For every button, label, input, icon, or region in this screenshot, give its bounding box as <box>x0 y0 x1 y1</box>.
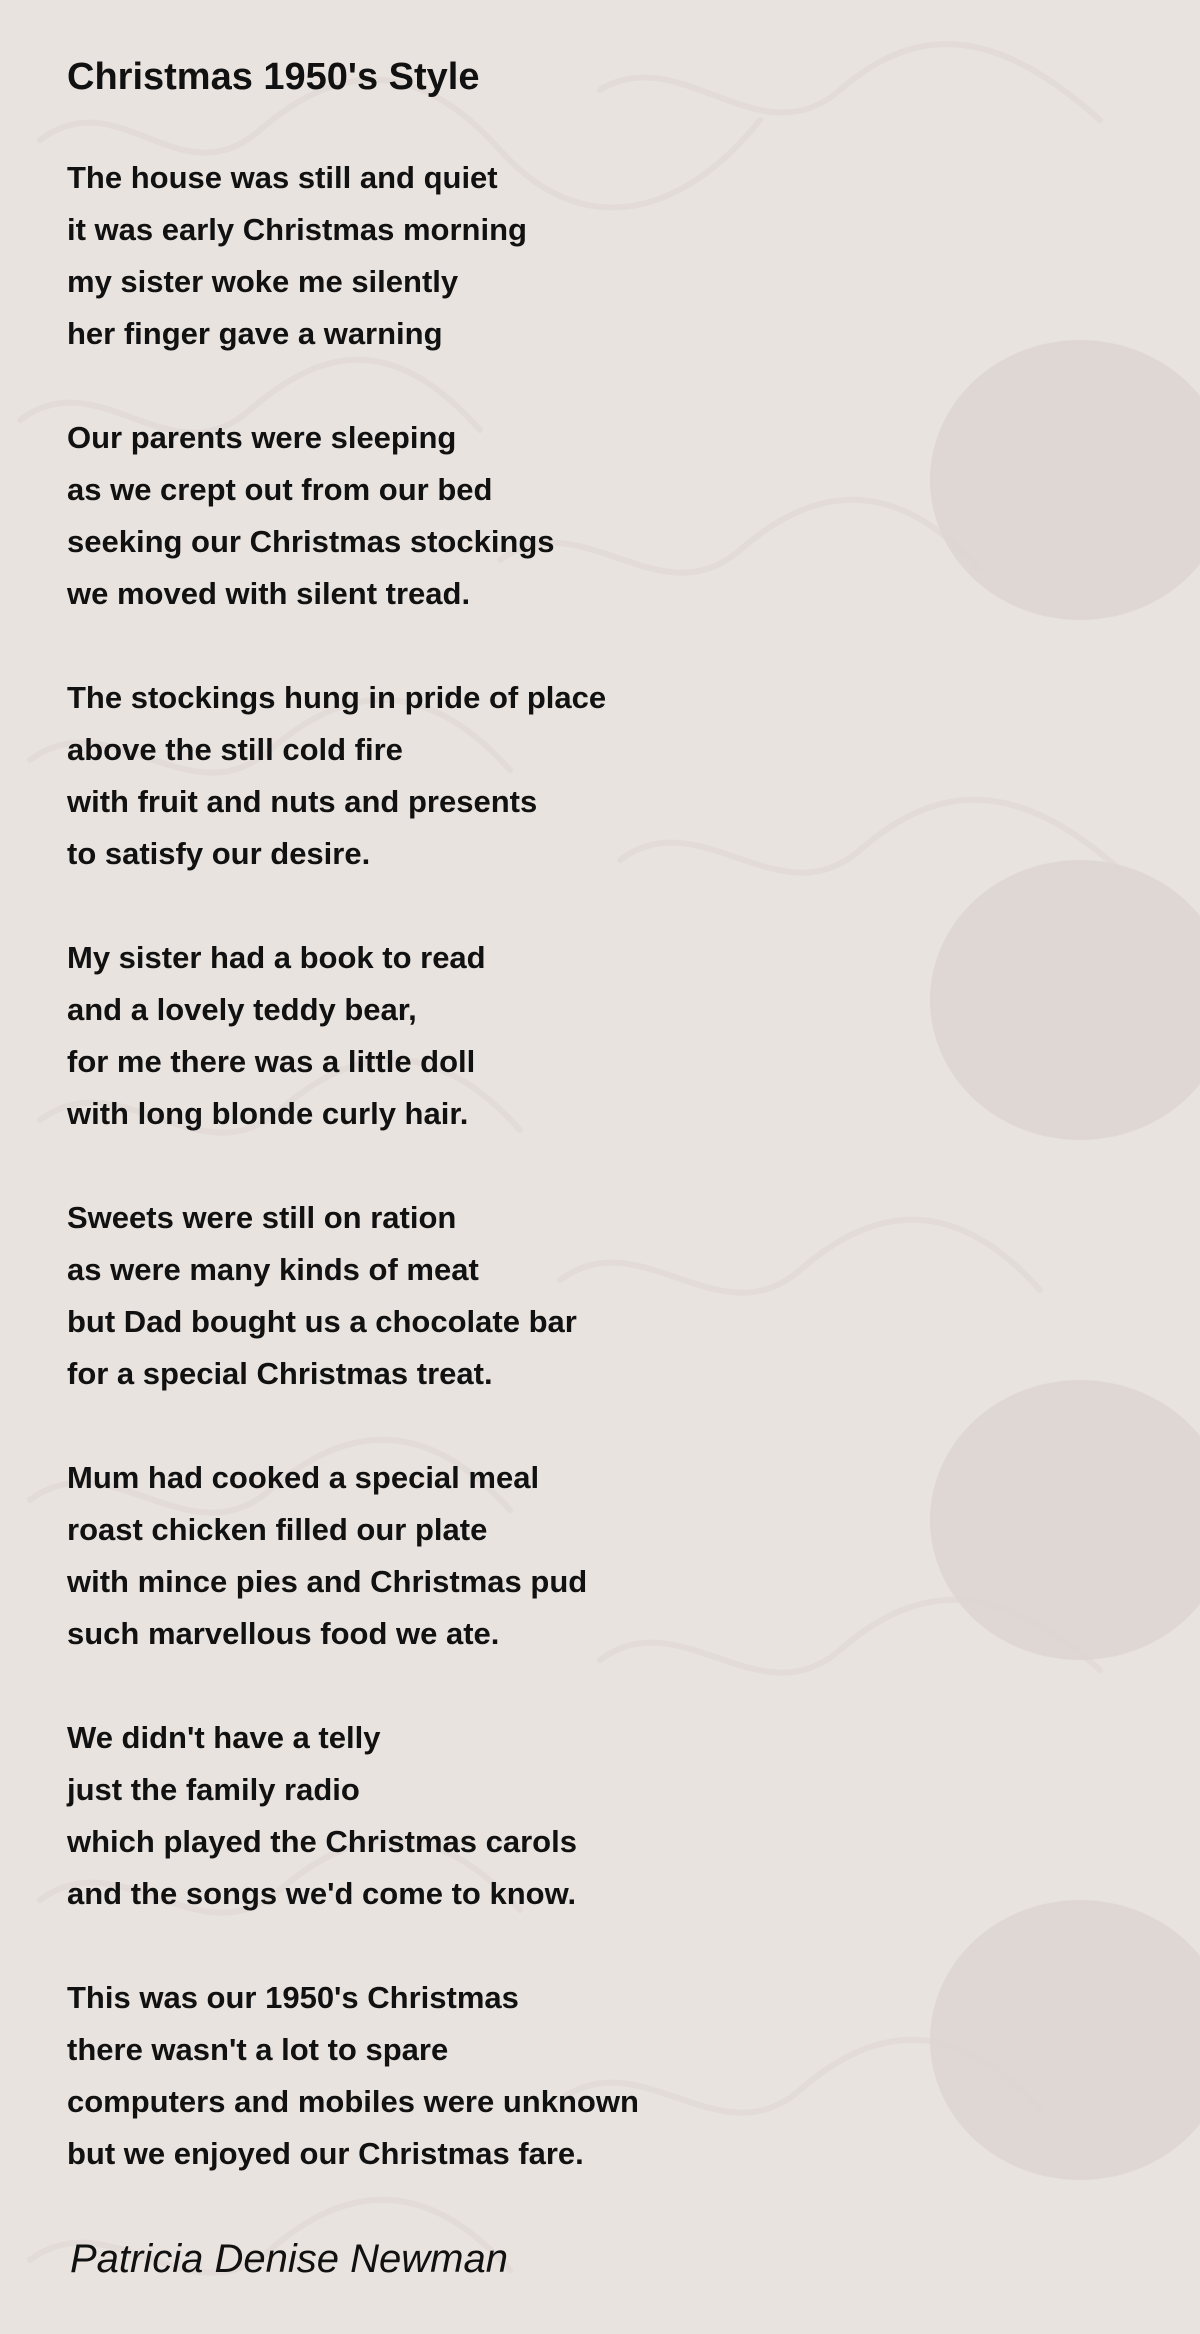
poem-line: to satisfy our desire. <box>67 836 371 871</box>
poem-line: The stockings hung in pride of place <box>67 680 607 715</box>
poem-line: The house was still and quiet <box>67 160 498 195</box>
poem-line: and the songs we'd come to know. <box>67 1876 577 1911</box>
poem-author: Patricia Denise Newman <box>70 2237 508 2281</box>
poem-line: and a lovely teddy bear, <box>67 992 417 1027</box>
poem-line: which played the Christmas carols <box>67 1824 577 1859</box>
poem-line: Mum had cooked a special meal <box>67 1460 540 1495</box>
poem-stanza <box>67 412 1127 620</box>
poem-line: for a special Christmas treat. <box>67 1356 493 1391</box>
poem-line: her finger gave a warning <box>67 316 443 351</box>
poem-stanza <box>67 932 1127 1140</box>
poem-line: above the still cold fire <box>67 732 403 767</box>
poem-stanza <box>67 1192 1127 1400</box>
poem-line: but Dad bought us a chocolate bar <box>67 1304 577 1339</box>
poem-line: my sister woke me silently <box>67 264 459 299</box>
poem-title: Christmas 1950's Style <box>67 56 480 98</box>
poem-line: with long blonde curly hair. <box>67 1096 469 1131</box>
poem-line: seeking our Christmas stockings <box>67 524 555 559</box>
poem-body <box>67 152 1127 2180</box>
poem-line: as were many kinds of meat <box>67 1252 479 1287</box>
poem-stanza <box>67 1972 1127 2180</box>
poem-stanza <box>67 1712 1127 1920</box>
poem-line: with fruit and nuts and presents <box>67 784 538 819</box>
poem-line: roast chicken filled our plate <box>67 1512 488 1547</box>
poem-line: computers and mobiles were unknown <box>67 2084 639 2119</box>
poem-stanza <box>67 1452 1127 1660</box>
poem-container <box>67 52 1127 2280</box>
poem-line: We didn't have a telly <box>67 1720 381 1755</box>
poem-stanza <box>67 152 1127 360</box>
poem-line: Sweets were still on ration <box>67 1200 457 1235</box>
poem-line: My sister had a book to read <box>67 940 486 975</box>
poem-line: Our parents were sleeping <box>67 420 457 455</box>
poem-line: but we enjoyed our Christmas fare. <box>67 2136 584 2171</box>
poem-line: it was early Christmas morning <box>67 212 527 247</box>
poem-stanza <box>67 672 1127 880</box>
poem-line: as we crept out from our bed <box>67 472 493 507</box>
poem-line: with mince pies and Christmas pud <box>67 1564 588 1599</box>
poem-line: there wasn't a lot to spare <box>67 2032 449 2067</box>
poem-line: just the family radio <box>67 1772 360 1807</box>
poem-line: for me there was a little doll <box>67 1044 476 1079</box>
poem-line: we moved with silent tread. <box>67 576 471 611</box>
poem-line: This was our 1950's Christmas <box>67 1980 519 2015</box>
poem-line: such marvellous food we ate. <box>67 1616 500 1651</box>
